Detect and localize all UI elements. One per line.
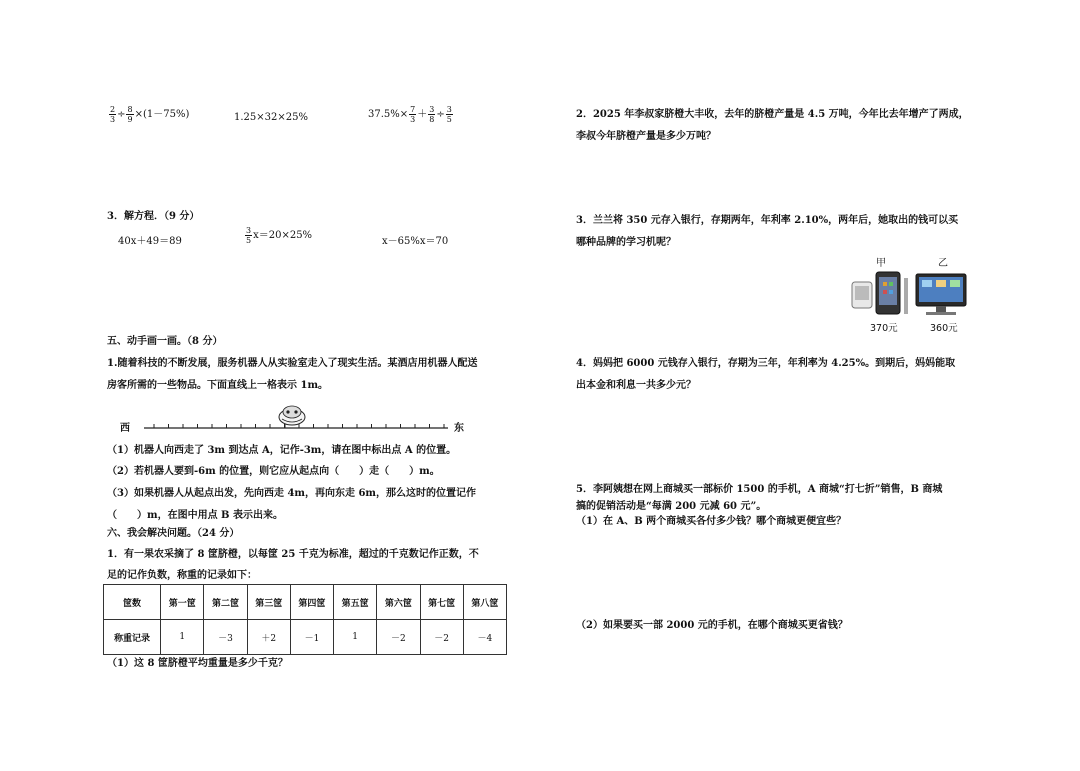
problem4-line1: 4．妈妈把 6000 元钱存入银行，存期为三年，年利率为 4.25%。到期后，妈妈能取 <box>576 358 956 369</box>
table-cell: －1 <box>290 620 333 655</box>
fraction-denominator: 5 <box>446 115 452 124</box>
fraction-numerator: 3 <box>446 105 452 114</box>
section5-intro-line2: 房客所需的一些物品。下面直线上一格表示 1m。 <box>107 380 329 391</box>
fraction-denominator: 3 <box>410 115 416 124</box>
section5-intro-line1: 1.随着科技的不断发展，服务机器人从实验室走入了现实生活。某酒店用机器人配送 <box>107 358 478 369</box>
calc-expression-2: 1.25×32×25% <box>234 112 308 123</box>
product-price-yi: 360元 <box>930 323 958 334</box>
section5-question-1: （1）机器人向西走了 3m 到达点 A，记作-3m，请在图中标出点 A 的位置。 <box>107 445 457 456</box>
weight-record-table <box>103 584 507 655</box>
equation-2 <box>244 226 312 245</box>
product-label-yi: 乙 <box>938 258 948 269</box>
problem1-line2: 足的记作负数，称重的记录如下： <box>107 570 257 581</box>
section5-question-3b: （ ）m，在图中用点 B 表示出来。 <box>107 510 283 521</box>
east-label: 东 <box>454 423 464 434</box>
table-row-label: 称重记录 <box>104 620 161 655</box>
fraction-denominator: 3 <box>110 115 116 124</box>
equation-1: 40x＋49＝89 <box>118 236 182 247</box>
number-line <box>140 400 452 436</box>
operator: ÷ <box>436 109 445 120</box>
fraction-numerator: 2 <box>110 105 116 114</box>
fraction-denominator: 9 <box>127 115 133 124</box>
calc-expression-3 <box>368 105 454 124</box>
table-cell: 1 <box>161 620 204 655</box>
problem5-line2: 搞的促销活动是“每满 200 元减 60 元”。 <box>576 501 767 512</box>
problem1-line1: 1．有一果农采摘了 8 筐脐橙，以每筐 25 千克为标准，超过的千克数记作正数，不 <box>107 549 479 560</box>
problem2-line2: 李叔今年脐橙产量是多少万吨？ <box>576 131 716 142</box>
table-cell: －2 <box>420 620 463 655</box>
fraction-denominator: 5 <box>246 236 252 245</box>
product-label-jia: 甲 <box>876 258 886 269</box>
fraction-numerator: 8 <box>127 105 133 114</box>
table-cell: －4 <box>463 620 506 655</box>
fraction-numerator: 7 <box>410 105 416 114</box>
table-row <box>104 620 507 655</box>
section5-title: 五、动手画一画。（8 分） <box>107 336 223 347</box>
robot-icon <box>279 406 305 428</box>
problem4-line2: 出本金和利息一共多少元？ <box>576 380 696 391</box>
operator: ÷ <box>117 109 126 120</box>
table-header: 第四筐 <box>290 585 333 620</box>
problem5-question-1: （1）在 A、B 两个商城买各付多少钱？哪个商城更便宜些？ <box>576 516 847 527</box>
table-cell: 1 <box>334 620 377 655</box>
problem3-line2: 哪种品牌的学习机呢？ <box>576 237 676 248</box>
fraction-numerator: 3 <box>246 226 252 235</box>
calc-expression-1 <box>108 105 189 124</box>
table-header: 第六筐 <box>377 585 420 620</box>
table-header-row <box>104 585 507 620</box>
equation-3: x－65%x＝70 <box>382 236 449 247</box>
fraction-numerator: 3 <box>429 105 435 114</box>
tablet-device-image <box>912 270 970 318</box>
problem3-line1: 3．兰兰将 350 元存入银行，存期两年，年利率 2.10%，两年后，她取出的钱可以买 <box>576 215 959 226</box>
table-header: 筐数 <box>104 585 161 620</box>
table-header: 第七筐 <box>420 585 463 620</box>
equations-title: 3．解方程．（9 分） <box>107 211 200 222</box>
problem1-sub-question-1: （1）这 8 筐脐橙平均重量是多少千克？ <box>107 658 288 669</box>
phone-device-image <box>850 268 912 318</box>
section6-title: 六、我会解决问题。（24 分） <box>107 528 240 539</box>
fraction-denominator: 8 <box>429 115 435 124</box>
operator: ＋ <box>417 109 428 120</box>
section5-question-2: （2）若机器人要到-6m 的位置，则它应从起点向（ ）走（ ）m。 <box>107 466 440 477</box>
table-header: 第五筐 <box>334 585 377 620</box>
expression-tail: ×(1－75%) <box>134 109 190 120</box>
problem5-line1: 5．李阿姨想在网上商城买一部标价 1500 的手机，A 商城“打七折”销售，B 商城 <box>576 484 943 495</box>
expression-prefix: 37.5%× <box>368 109 409 120</box>
table-cell: －2 <box>377 620 420 655</box>
product-price-jia: 370元 <box>870 323 898 334</box>
west-label: 西 <box>120 423 130 434</box>
problem5-question-2: （2）如果要买一部 2000 元的手机，在哪个商城买更省钱？ <box>576 620 848 631</box>
table-header: 第二筐 <box>204 585 247 620</box>
section5-question-3a: （3）如果机器人从起点出发，先向西走 4m，再向东走 6m，那么这时的位置记作 <box>107 488 476 499</box>
equation-tail: x＝20×25% <box>253 230 313 241</box>
table-cell: －3 <box>204 620 247 655</box>
table-header: 第三筐 <box>247 585 290 620</box>
table-cell: ＋2 <box>247 620 290 655</box>
problem2-line1: 2．2025 年李叔家脐橙大丰收，去年的脐橙产量是 4.5 万吨，今年比去年增产了两成， <box>576 109 969 120</box>
table-header: 第一筐 <box>161 585 204 620</box>
table-header: 第八筐 <box>463 585 506 620</box>
